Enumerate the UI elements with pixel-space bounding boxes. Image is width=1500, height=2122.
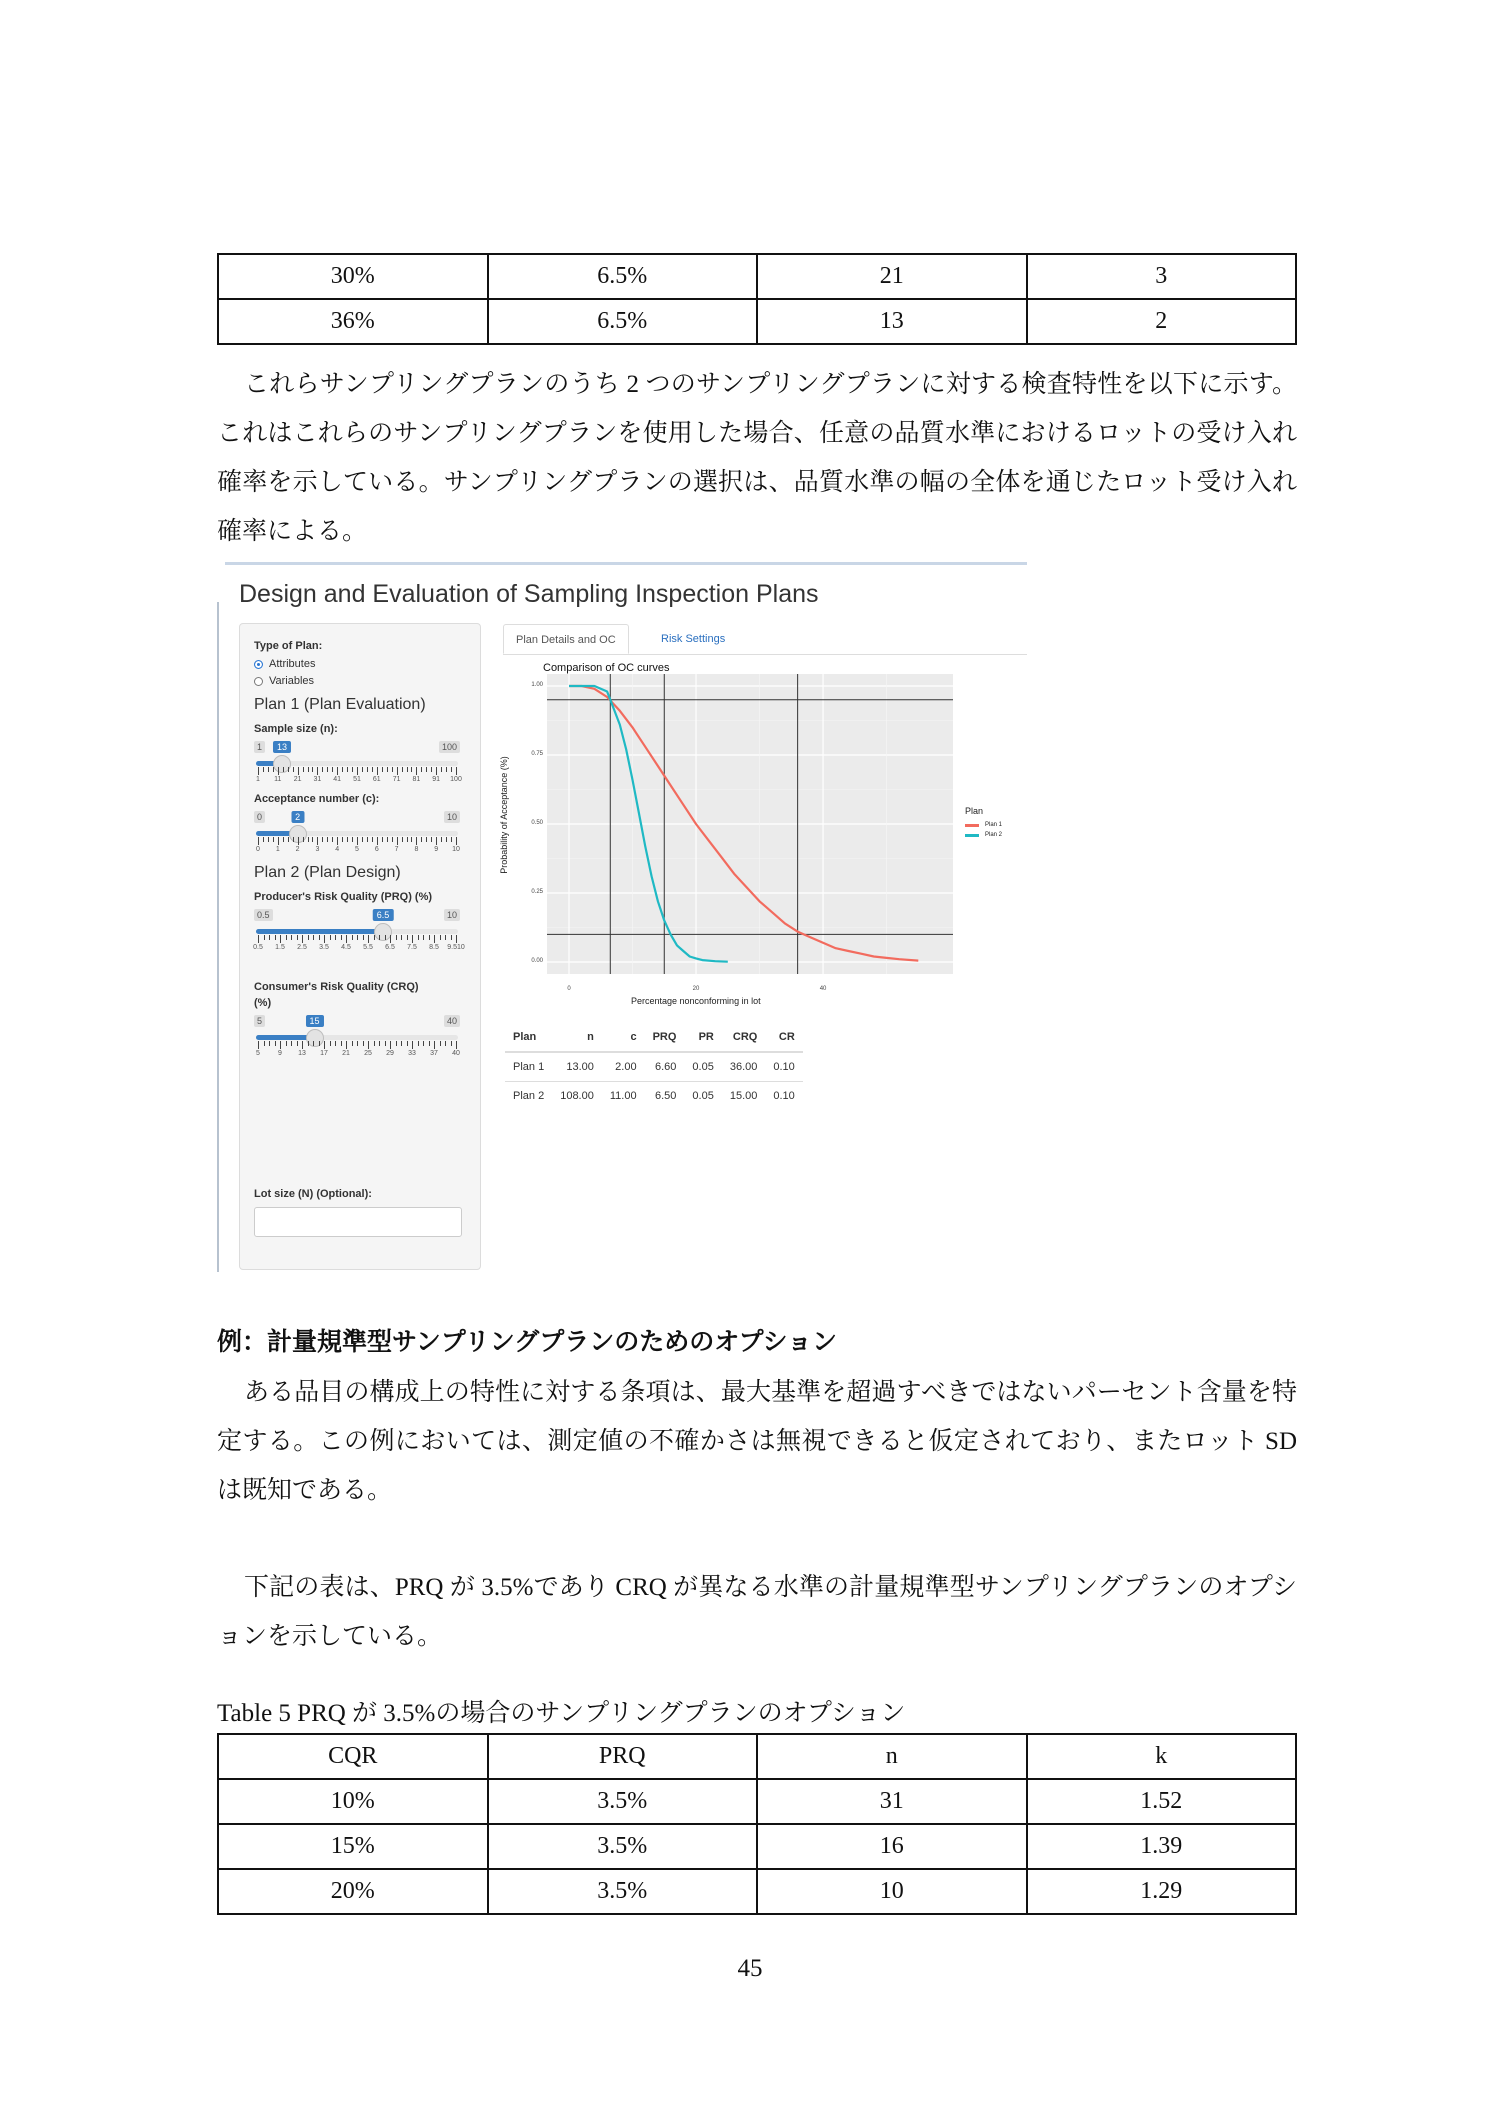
column-header: CQR (218, 1734, 488, 1779)
slider-tick-label: 5 (355, 846, 359, 853)
column-header: PRQ (645, 1023, 685, 1052)
slider-tick-label: 5.5 (363, 944, 373, 951)
crq-label: Consumer's Risk Quality (CRQ) (254, 981, 419, 993)
table-row (218, 1824, 1296, 1869)
legend-item (965, 832, 1002, 838)
table-cell: 0.05 (684, 1052, 721, 1082)
legend-title: Plan (965, 806, 984, 816)
slider-tick-label: 21 (342, 1050, 350, 1057)
slider-tick-label: 17 (320, 1050, 328, 1057)
slider-tick-label: 11 (274, 776, 282, 783)
app-screenshot (217, 562, 1027, 1274)
slider-tick-label: 10 (452, 846, 460, 853)
x-axis-title: Percentage nonconforming in lot (631, 996, 761, 1006)
column-header: PR (684, 1023, 721, 1052)
slider-tick-label: 5 (256, 1050, 260, 1057)
slider-tick-label: 0.5 (253, 944, 263, 951)
column-header: Plan (505, 1023, 552, 1052)
radio-label: Variables (269, 675, 315, 687)
table-caption: Table 5 PRQ が 3.5%の場合のサンプリングプランのオプション (217, 1700, 906, 1727)
slider-max-label: 10 (444, 909, 460, 921)
sample-size-label: Sample size (n): (254, 723, 338, 735)
table-cell: 31 (757, 1779, 1027, 1824)
table-row (218, 1779, 1296, 1824)
table-cell: 20% (218, 1869, 488, 1914)
table-cell: 21 (757, 254, 1027, 299)
slider-tick-label: 2 (295, 846, 300, 853)
table-row (505, 1052, 803, 1082)
table-cell: 13 (757, 299, 1027, 344)
column-header: k (1027, 1734, 1297, 1779)
table-cell: 3 (1027, 254, 1297, 299)
table-cell: 10% (218, 1779, 488, 1824)
slider-min-label: 1 (254, 741, 265, 753)
slider-tick-label: 8.5 (429, 944, 439, 951)
table-cell: 15% (218, 1824, 488, 1869)
lot-size-label: Lot size (N) (Optional): (254, 1188, 372, 1200)
table-cell: 2 (1027, 299, 1297, 344)
table-cell: 3.5% (488, 1824, 758, 1869)
paragraph-variables-example (217, 1368, 1297, 1515)
legend-label: Plan 2 (985, 832, 1003, 838)
table-cell: 6.60 (645, 1052, 685, 1082)
column-header: n (757, 1734, 1027, 1779)
slider-tick-label: 4.5 (341, 944, 351, 951)
legend-swatch (965, 834, 979, 837)
y-tick-label: 0.00 (531, 958, 543, 964)
paragraph-oc-intro (217, 360, 1297, 556)
slider-tick-label: 6.5 (385, 944, 395, 951)
table-row (218, 1869, 1296, 1914)
slider-tick-label: 0 (256, 846, 260, 853)
table-cell: 11.00 (602, 1082, 645, 1111)
slider-value-badge: 13 (273, 741, 291, 753)
table-header-row (505, 1023, 803, 1052)
slider-tick-label: 4 (335, 846, 340, 853)
table-cell: 6.5% (488, 299, 758, 344)
table-cell: 2.00 (602, 1052, 645, 1082)
x-tick-label: 0 (567, 986, 571, 992)
section-heading: 例：計量規準型サンプリングプランのためのオプション (217, 1329, 838, 1356)
table-cell: 1.29 (1027, 1869, 1297, 1914)
slider-tick-label: 21 (293, 776, 302, 783)
x-tick-label: 20 (692, 986, 700, 992)
table-cell: 15.00 (722, 1082, 766, 1111)
slider-tick-label: 9.510 (447, 944, 465, 951)
acceptance-number-label: Acceptance number (c): (254, 793, 380, 805)
table-row (218, 299, 1296, 344)
slider-tick-label: 6 (374, 846, 379, 853)
radio-label: Attributes (269, 658, 316, 670)
table-cell: 13.00 (552, 1052, 602, 1082)
slider-tick-label: 29 (386, 1050, 394, 1057)
top-table (217, 253, 1297, 345)
x-tick-label: 40 (819, 986, 827, 992)
slider-tick-label: 7 (394, 846, 399, 853)
page-number: 45 (737, 1955, 763, 1982)
column-header: CR (765, 1023, 802, 1052)
plan1-heading: Plan 1 (Plan Evaluation) (254, 696, 426, 713)
y-tick-label: 1.00 (531, 682, 543, 688)
table-row (218, 254, 1296, 299)
table-cell: 10 (757, 1869, 1027, 1914)
slider-max-label: 40 (444, 1015, 460, 1027)
table-cell: 0.05 (684, 1082, 721, 1111)
chart-title: Comparison of OC curves (543, 662, 670, 674)
column-header: c (602, 1023, 645, 1052)
slider-tick-label: 40 (452, 1050, 460, 1057)
table-cell: 0.10 (765, 1052, 802, 1082)
slider-tick-label: 91 (432, 776, 441, 783)
slider-tick-label: 13 (298, 1050, 306, 1057)
oc-chart (217, 562, 1027, 1274)
slider-tick-label: 1.5 (275, 944, 285, 951)
results-table (505, 1023, 803, 1110)
y-tick-label: 0.75 (531, 751, 543, 757)
slider-tick-label: 61 (372, 776, 381, 783)
legend-item (965, 822, 1002, 828)
legend-label: Plan 1 (985, 822, 1003, 828)
y-axis-title: Probability of Acceptance (%) (498, 756, 509, 874)
crq-label-unit: (%) (254, 997, 272, 1009)
slider-tick-label: 8 (414, 846, 419, 853)
table-cell: Plan 2 (505, 1082, 552, 1111)
slider-tick-label: 100 (450, 776, 462, 783)
paragraph-text: 下記の表は、PRQ が 3.5%であり CRQ が異なる水準の計量規準型サンプリングプランのオプションを示している。 (217, 1574, 1297, 1650)
slider-tick-label: 51 (353, 776, 361, 783)
table-cell: 108.00 (552, 1082, 602, 1111)
table-row (505, 1082, 803, 1111)
table-cell: 6.5% (488, 254, 758, 299)
slider-tick-label: 71 (392, 776, 401, 783)
slider-tick-label: 37 (430, 1050, 438, 1057)
paragraph-text: これらサンプリングプランのうち 2 つのサンプリングプランに対する検査特性を以下に示す。これはこれらのサンプリングプランを使用した場合、任意の品質水準におけるロットの受け入れ確率を示している。サンプリングプランの選択は、品質水準の幅の全体を通じたロット受け入れ確率による。 (217, 371, 1297, 545)
y-tick-label: 0.50 (531, 820, 543, 826)
y-tick-label: 0.25 (531, 889, 543, 895)
slider-value-badge: 15 (306, 1015, 324, 1027)
table-cell: 36.00 (722, 1052, 766, 1082)
type-of-plan-label: Type of Plan: (254, 640, 323, 652)
slider-tick-label: 31 (313, 776, 322, 783)
slider-value-badge: 2 (291, 811, 304, 823)
slider-tick-label: 41 (333, 776, 342, 783)
column-header: PRQ (488, 1734, 758, 1779)
table-cell: 36% (218, 299, 488, 344)
slider-tick-label: 2.5 (297, 944, 307, 951)
table-cell: Plan 1 (505, 1052, 552, 1082)
chart-legend (965, 806, 1002, 842)
slider-tick-label: 1 (256, 776, 260, 783)
paragraph-table-intro (217, 1563, 1297, 1661)
slider-tick-label: 7.5 (407, 944, 417, 951)
table-cell: 1.39 (1027, 1824, 1297, 1869)
slider-value-badge: 6.5 (373, 909, 394, 921)
plan2-heading: Plan 2 (Plan Design) (254, 864, 401, 881)
slider-tick-label: 3.5 (319, 944, 329, 951)
column-header: CRQ (722, 1023, 766, 1052)
app-title: Design and Evaluation of Sampling Inspection Plans (239, 580, 819, 608)
table-cell: 30% (218, 254, 488, 299)
tab-plan-details[interactable]: Plan Details and OC (503, 624, 629, 654)
slider-tick-label: 1 (275, 846, 280, 853)
table-cell: 6.50 (645, 1082, 685, 1111)
slider-max-label: 100 (439, 741, 460, 753)
slider-tick-label: 25 (364, 1050, 372, 1057)
slider-tick-label: 33 (408, 1050, 416, 1057)
slider-min-label: 5 (254, 1015, 265, 1027)
column-header: n (552, 1023, 602, 1052)
legend-swatch (965, 824, 979, 827)
paragraph-text: ある品目の構成上の特性に対する条項は、最大基準を超過すべきではないパーセント含量を特定する。この例においては、測定値の不確かさは無視できると仮定されており、またロット SD は既知である。 (217, 1379, 1297, 1504)
table-cell: 0.10 (765, 1082, 802, 1111)
slider-tick-label: 9 (278, 1050, 282, 1057)
prq-label: Producer's Risk Quality (PRQ) (%) (254, 891, 433, 903)
slider-min-label: 0 (254, 811, 265, 823)
table-cell: 1.52 (1027, 1779, 1297, 1824)
slider-min-label: 0.5 (254, 909, 273, 921)
slider-tick-label: 3 (315, 846, 320, 853)
tab-risk-settings[interactable]: Risk Settings (661, 633, 726, 645)
table-cell: 16 (757, 1824, 1027, 1869)
slider-tick-label: 9 (434, 846, 439, 853)
table-5 (217, 1733, 1297, 1915)
table-cell: 3.5% (488, 1869, 758, 1914)
slider-tick-label: 81 (412, 776, 421, 783)
table-cell: 3.5% (488, 1779, 758, 1824)
slider-max-label: 10 (444, 811, 460, 823)
table-header-row (218, 1734, 1296, 1779)
